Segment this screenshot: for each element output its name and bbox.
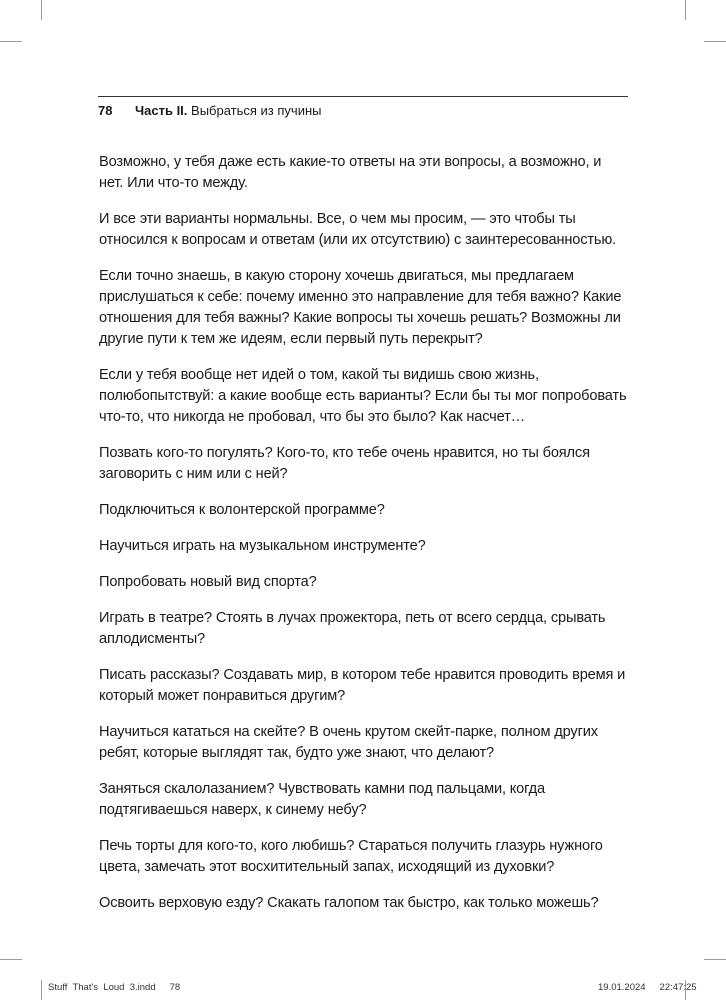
paragraph: Попробовать новый вид спорта? <box>99 574 317 590</box>
crop-mark-top-right <box>685 0 686 20</box>
paragraph: Заняться скалолазанием? Чувствовать камни под пальцами, когда подтягиваешься наверх, к синему небу? <box>99 781 545 818</box>
header-rule <box>98 96 628 97</box>
paragraph: Позвать кого-то погулять? Кого-то, кто тебе очень нравится, но ты боялся заговорить с ним или с ней? <box>99 445 590 482</box>
part-title: Выбраться из пучины <box>191 103 322 118</box>
paragraph: Если у тебя вообще нет идей о том, какой ты видишь свою жизнь, полюбопытствуй: а какие вообще есть варианты? Если бы ты мог попробовать что-то, что никогда не пробовал, что бы это было? Как насчет… <box>99 367 627 425</box>
part-label: Часть II. <box>135 103 188 118</box>
paragraph: Научиться играть на музыкальном инструменте? <box>99 538 426 554</box>
crop-mark-left-upper <box>0 41 22 42</box>
running-header <box>98 103 628 119</box>
slug-line-left <box>48 982 180 994</box>
paragraph: Писать рассказы? Создавать мир, в котором тебе нравится проводить время и который может понравиться другим? <box>99 667 626 704</box>
paragraph: Научиться кататься на скейте? В очень крутом скейт-парке, полном других ребят, которые выглядят так, будто уже знают, что делают? <box>99 724 598 761</box>
paragraph: Возможно, у тебя даже есть какие-то ответы на эти вопросы, а возможно, и нет. Или что-то между. <box>99 154 602 191</box>
paragraph: Подключиться к волонтерской программе? <box>99 502 385 518</box>
paragraph: Печь торты для кого-то, кого любишь? Стараться получить глазурь нужного цвета, замечать этот восхитительный запах, исходящий из духовки? <box>99 838 603 875</box>
slug-line-right <box>598 982 697 994</box>
print-time: 22:47:25 <box>659 982 697 993</box>
file-name: Stuff That's Loud 3.indd <box>48 982 156 993</box>
body-text <box>99 152 629 929</box>
crop-mark-left-lower <box>0 959 22 960</box>
paragraph: Если точно знаешь, в какую сторону хочешь двигаться, мы предлагаем прислушаться к себе: почему именно это направление для тебя важно? Какие отношения для тебя важны? Какие вопросы ты хочешь решать? Возможны ли другие пути к тем же идеям, если первый путь перекрыт? <box>99 268 622 347</box>
paragraph: Играть в театре? Стоять в лучах прожектора, петь от всего сердца, срывать аплодисменты? <box>99 610 606 647</box>
crop-mark-bottom-left <box>41 980 42 1000</box>
page-number: 78 <box>98 103 113 118</box>
print-date: 19.01.2024 <box>598 982 646 993</box>
paragraph: И все эти варианты нормальны. Все, о чем мы просим, — это чтобы ты относился к вопросам и ответам (или их отсутствию) с заинтересованностью. <box>99 211 617 248</box>
file-page: 78 <box>169 982 181 993</box>
crop-mark-top-left <box>41 0 42 20</box>
crop-mark-right-lower <box>704 959 726 960</box>
paragraph: Освоить верховую езду? Скакать галопом так быстро, как только можешь? <box>99 895 599 911</box>
crop-mark-right-upper <box>704 41 726 42</box>
